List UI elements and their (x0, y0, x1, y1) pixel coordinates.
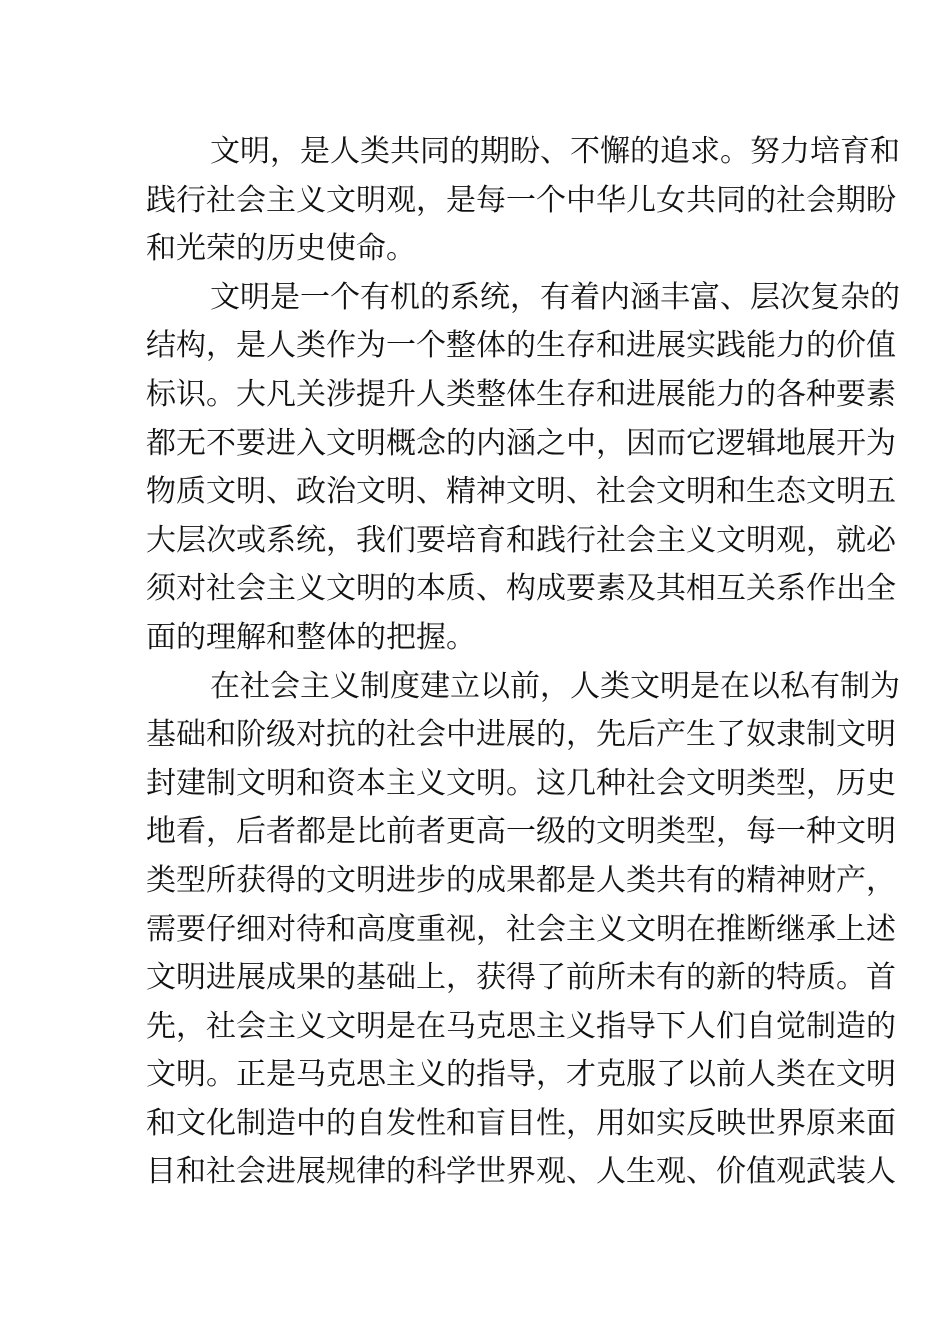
text-line: 先，社会主义文明是在马克思主义指导下人们自觉制造的 (146, 1008, 896, 1044)
text-line: 结构，是人类作为一个整体的生存和进展实践能力的价值 (146, 328, 896, 364)
document-body (146, 128, 900, 1197)
text-line: 大层次或系统，我们要培育和践行社会主义文明观，就必 (146, 522, 896, 558)
text-line: 都无不要进入文明概念的内涵之中，因而它逻辑地展开为 (146, 425, 896, 461)
text-line: 需要仔细对待和高度重视，社会主义文明在推断继承上述 (146, 911, 896, 947)
paragraph-2 (146, 274, 900, 663)
text-line: 物质文明、政治文明、精神文明、社会文明和生态文明五 (146, 474, 896, 510)
text-line: 文明进展成果的基础上，获得了前所未有的新的特质。首 (146, 960, 896, 996)
text-line: 目和社会进展规律的科学世界观、人生观、价值观武装人 (146, 1154, 896, 1190)
text-line: 须对社会主义文明的本质、构成要素及其相互关系作出全 (146, 571, 896, 607)
text-line: 在社会主义制度建立以前，人类文明是在以私有制为 (210, 668, 900, 704)
text-line: 标识。大凡关涉提升人类整体生存和进展能力的各种要素 (146, 376, 896, 412)
paragraph-3 (146, 663, 900, 1198)
paragraph-1 (146, 128, 900, 274)
text-line: 基础和阶级对抗的社会中进展的，先后产生了奴隶制文明 (146, 717, 896, 753)
text-line: 类型所获得的文明进步的成果都是人类共有的精神财产， (146, 862, 896, 898)
text-line: 文明。正是马克思主义的指导，才克服了以前人类在文明 (146, 1057, 896, 1093)
text-line: 和光荣的历史使命。 (146, 231, 416, 267)
text-line: 文明，是人类共同的期盼、不懈的追求。努力培育和 (210, 134, 900, 169)
text-line: 和文化制造中的自发性和盲目性，用如实反映世界原来面 (146, 1105, 896, 1141)
text-line: 封建制文明和资本主义文明。这几种社会文明类型，历史 (146, 765, 896, 801)
text-line: 践行社会主义文明观，是每一个中华儿女共同的社会期盼 (146, 182, 896, 218)
text-line: 文明是一个有机的系统，有着内涵丰富、层次复杂的 (210, 279, 900, 315)
text-line: 地看，后者都是比前者更高一级的文明类型，每一种文明 (146, 814, 896, 850)
text-line: 面的理解和整体的把握。 (146, 619, 476, 655)
